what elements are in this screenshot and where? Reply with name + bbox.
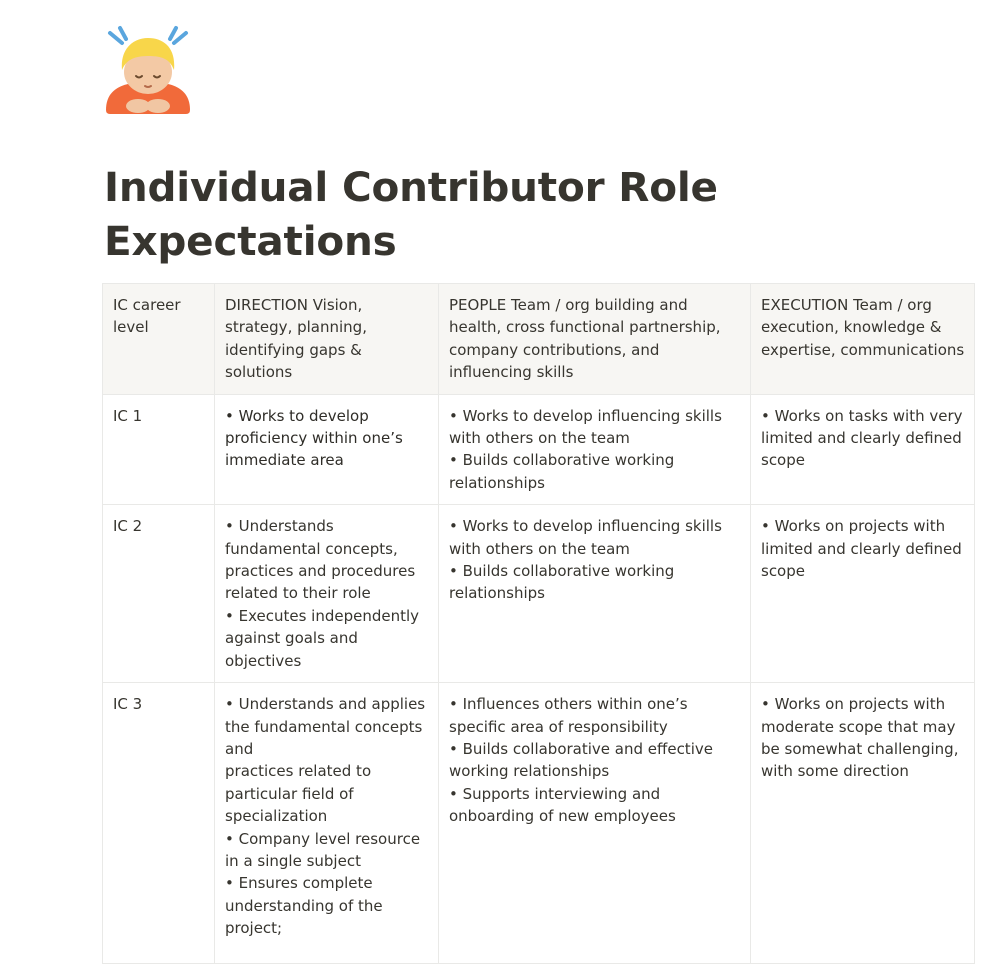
- cell-text: • Executes independently against goals and objectives: [225, 606, 420, 670]
- cell-execution-ic3[interactable]: [751, 683, 975, 964]
- role-expectations-table: [102, 283, 975, 964]
- cell-execution-ic2[interactable]: [751, 505, 975, 683]
- cell-text: • Works to develop influencing skills with others on the team: [449, 517, 722, 558]
- cell-text: • Works to develop proficiency within one’s immediate area: [225, 406, 403, 470]
- cell-direction-ic1[interactable]: [215, 394, 439, 505]
- page-title-line-1: Individual Contributor Role: [104, 163, 718, 211]
- cell-text: • Supports interviewing and onboarding of new employees: [449, 784, 676, 826]
- page-title[interactable]: [104, 160, 718, 268]
- page-title-line-2: Expectations: [104, 217, 397, 265]
- table-row-ic3: [103, 683, 975, 964]
- header-execution[interactable]: EXECUTION Team / org execution, knowledge & expertise, communications: [751, 284, 975, 395]
- cell-text: • Understands fundamental concepts, practices and procedures related to their role: [225, 517, 416, 603]
- cell-direction-ic2[interactable]: [215, 505, 439, 683]
- cell-people-ic1[interactable]: [439, 394, 751, 505]
- cell-text: • Builds collaborative working relationships: [449, 562, 675, 603]
- cell-direction-ic3[interactable]: [215, 683, 439, 964]
- cell-text: • Works to develop influencing skills with others on the team: [449, 406, 722, 448]
- cell-text: • Understands and applies the fundamental concepts and: [225, 695, 426, 758]
- person-bowing-emoji-icon[interactable]: [102, 26, 194, 118]
- table-header-row: [103, 284, 975, 395]
- cell-level-ic1[interactable]: IC 1: [103, 394, 215, 505]
- cell-people-ic2[interactable]: [439, 505, 751, 683]
- cell-text: practices related to particular field of specialization: [225, 762, 372, 826]
- header-ic-career-level[interactable]: IC career level: [103, 284, 215, 395]
- cell-execution-ic1[interactable]: [751, 394, 975, 505]
- header-direction[interactable]: DIRECTION Vision, strategy, planning, identifying gaps & solutions: [215, 284, 439, 395]
- cell-text: • Works on projects with moderate scope that may be somewhat challenging, with some direction: [761, 695, 959, 781]
- cell-text: • Builds collaborative working relationships: [449, 451, 675, 492]
- cell-level-ic2[interactable]: IC 2: [103, 505, 215, 683]
- cell-text: • Ensures complete understanding of the project;: [225, 874, 383, 938]
- cell-text: • Works on projects with limited and clearly defined scope: [761, 517, 962, 581]
- cell-text: • Influences others within one’s specific area of responsibility: [449, 695, 688, 736]
- cell-people-ic3[interactable]: [439, 683, 751, 964]
- cell-text: • Works on tasks with very limited and clearly defined scope: [761, 406, 963, 470]
- cell-text: • Builds collaborative and effective working relationships: [449, 739, 713, 781]
- table-row-ic1: [103, 394, 975, 505]
- cell-text: • Company level resource in a single subject: [225, 829, 421, 870]
- table-row-ic2: [103, 505, 975, 683]
- header-people[interactable]: PEOPLE Team / org building and health, cross functional partnership, company contributions, and influencing skills: [439, 284, 751, 395]
- cell-level-ic3[interactable]: IC 3: [103, 683, 215, 964]
